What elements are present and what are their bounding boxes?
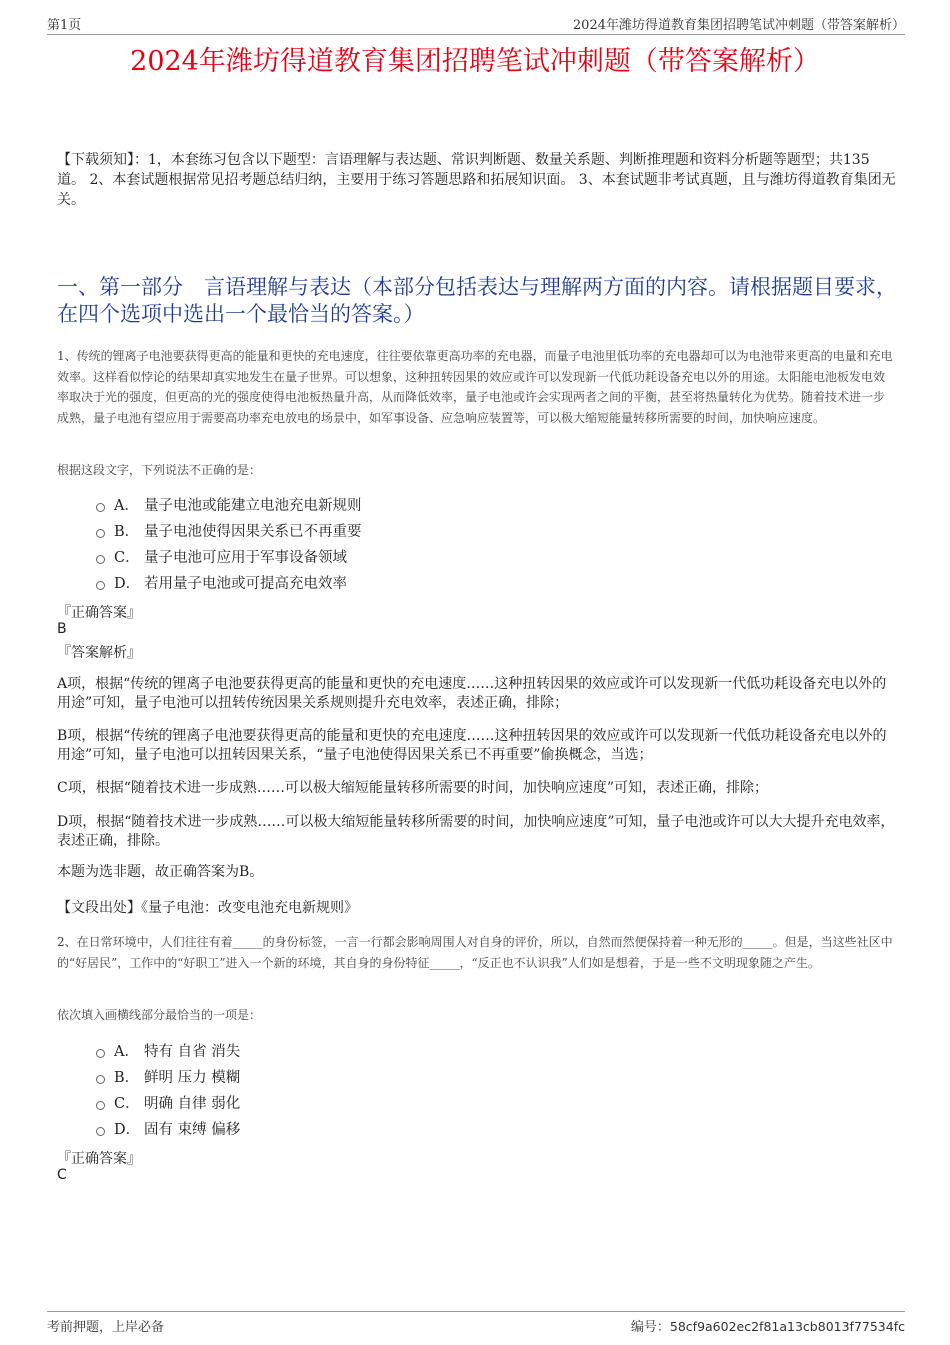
option-d[interactable]: D． 固有 束缚 偏移 xyxy=(96,1117,240,1143)
explanation-a: A项，根据“传统的锂离子电池要获得更高的能量和更快的充电速度……这种扭转因果的效应或许可以发现新一代低功耗设备充电以外的用途”可知，量子电池可以扭转传统因果关系规则提升充电效率，表述正确，排除； xyxy=(57,676,887,711)
question-1-stem: 根据这段文字，下列说法不正确的是： xyxy=(57,463,262,477)
radio-icon[interactable] xyxy=(96,581,105,590)
explanation-c: C项，根据“随着技术进一步成熟……可以极大缩短能量转移所需要的时间，加快响应速度”可知，表述正确，排除； xyxy=(57,780,769,796)
answer-label: 『正确答案』 xyxy=(57,605,141,621)
document-code: 编号：58cf9a602ec2f81a13cb8013f77534fc xyxy=(630,1319,905,1335)
radio-icon[interactable] xyxy=(96,1127,105,1136)
page-header xyxy=(47,14,905,35)
option-c[interactable]: C． 明确 自律 弱化 xyxy=(96,1091,240,1117)
footer-slogan: 考前押题，上岸必备 xyxy=(47,1320,165,1335)
option-a[interactable]: A． 特有 自省 消失 xyxy=(96,1039,240,1065)
explanation-d: D项，根据“随着技术进一步成熟……可以极大缩短能量转移所需要的时间，加快响应速度”可知，量子电池或许可以大大提升充电效率，表述正确，排除。 xyxy=(57,814,895,849)
radio-icon[interactable] xyxy=(96,1049,105,1058)
header-doc-title: 2024年潍坊得道教育集团招聘笔试冲刺题（带答案解析） xyxy=(572,18,905,33)
radio-icon[interactable] xyxy=(96,503,105,512)
question-2-passage: 2、在日常环境中，人们往往有着_____的身份标签，一言一行都会影响周围人对自身的评价，所以，自然而然便保持着一种无形的_____。但是，当这些社区中的“好居民”，工作中的“好职工”进入一个新的环境，其自身的身份特征_____，“反正也不认识我”人们如是想着，于是一些不文明现象随之产生。 xyxy=(57,935,893,970)
passage-source: 【文段出处】《量子电池：改变电池充电新规则》 xyxy=(57,900,358,916)
document-title: 2024年潍坊得道教育集团招聘笔试冲刺题（带答案解析） xyxy=(130,46,820,77)
radio-icon[interactable] xyxy=(96,1101,105,1110)
answer-value: C xyxy=(57,1167,67,1183)
answer-label: 『正确答案』 xyxy=(57,1151,141,1167)
option-c[interactable]: C． 量子电池可应用于军事设备领域 xyxy=(96,545,362,571)
answer-value: B xyxy=(57,621,67,637)
option-b[interactable]: B． 量子电池使得因果关系已不再重要 xyxy=(96,519,362,545)
page-number: 第1页 xyxy=(47,18,82,33)
analysis-label: 『答案解析』 xyxy=(57,645,141,661)
question-2-stem: 依次填入画横线部分最恰当的一项是： xyxy=(57,1008,262,1022)
section-heading: 一、第一部分 言语理解与表达（本部分包括表达与理解两方面的内容。请根据题目要求，在四个选项中选出一个最恰当的答案。） xyxy=(57,275,897,326)
option-a[interactable]: A． 量子电池或能建立电池充电新规则 xyxy=(96,493,362,519)
radio-icon[interactable] xyxy=(96,529,105,538)
explanation-conclusion: 本题为选非题，故正确答案为B。 xyxy=(57,864,264,880)
radio-icon[interactable] xyxy=(96,555,105,564)
explanation-b: B项，根据“传统的锂离子电池要获得更高的能量和更快的充电速度……这种扭转因果的效应或许可以发现新一代低功耗设备充电以外的用途”可知，量子电池可以扭转因果关系，“量子电池使得因果关系已不再重要”偷换概念，当选； xyxy=(57,728,887,763)
question-2-options xyxy=(96,1039,240,1143)
option-d[interactable]: D． 若用量子电池或可提高充电效率 xyxy=(96,571,362,597)
question-1-passage: 1、传统的锂离子电池要获得更高的能量和更快的充电速度，往往要依靠更高功率的充电器，而量子电池里低功率的充电器却可以为电池带来更高的电量和充电效率。这样看似悖论的结果却真实地发生在量子世界。可以想象，这种扭转因果的效应或许可以发现新一代低功耗设备充电以外的用途。太阳能电池板发电效率取决于光的强度，但更高的光的强度使得电池板热量升高，从而降低效率，量子电池或许会实现两者之间的平衡，甚至将热量转化为优势。随着技术进一步成熟，量子电池有望应用于需要高功率充电放电的场景中，如军事设备、应急响应装置等，可以极大缩短能量转移所需要的时间，加快响应速度。 xyxy=(57,349,893,425)
radio-icon[interactable] xyxy=(96,1075,105,1084)
download-notice: 【下载须知】：1，本套练习包含以下题型：言语理解与表达题、常识判断题、数量关系题、判断推理题和资料分析题等题型；共135道。 2、本套试题根据常见招考题总结归纳，主要用于练习答题思路和拓展知识面。 3、本套试题非考试真题，且与潍坊得道教育集团无关。 xyxy=(57,152,896,208)
page-footer xyxy=(47,1311,905,1336)
question-1-options xyxy=(96,493,362,597)
option-b[interactable]: B． 鲜明 压力 模糊 xyxy=(96,1065,240,1091)
